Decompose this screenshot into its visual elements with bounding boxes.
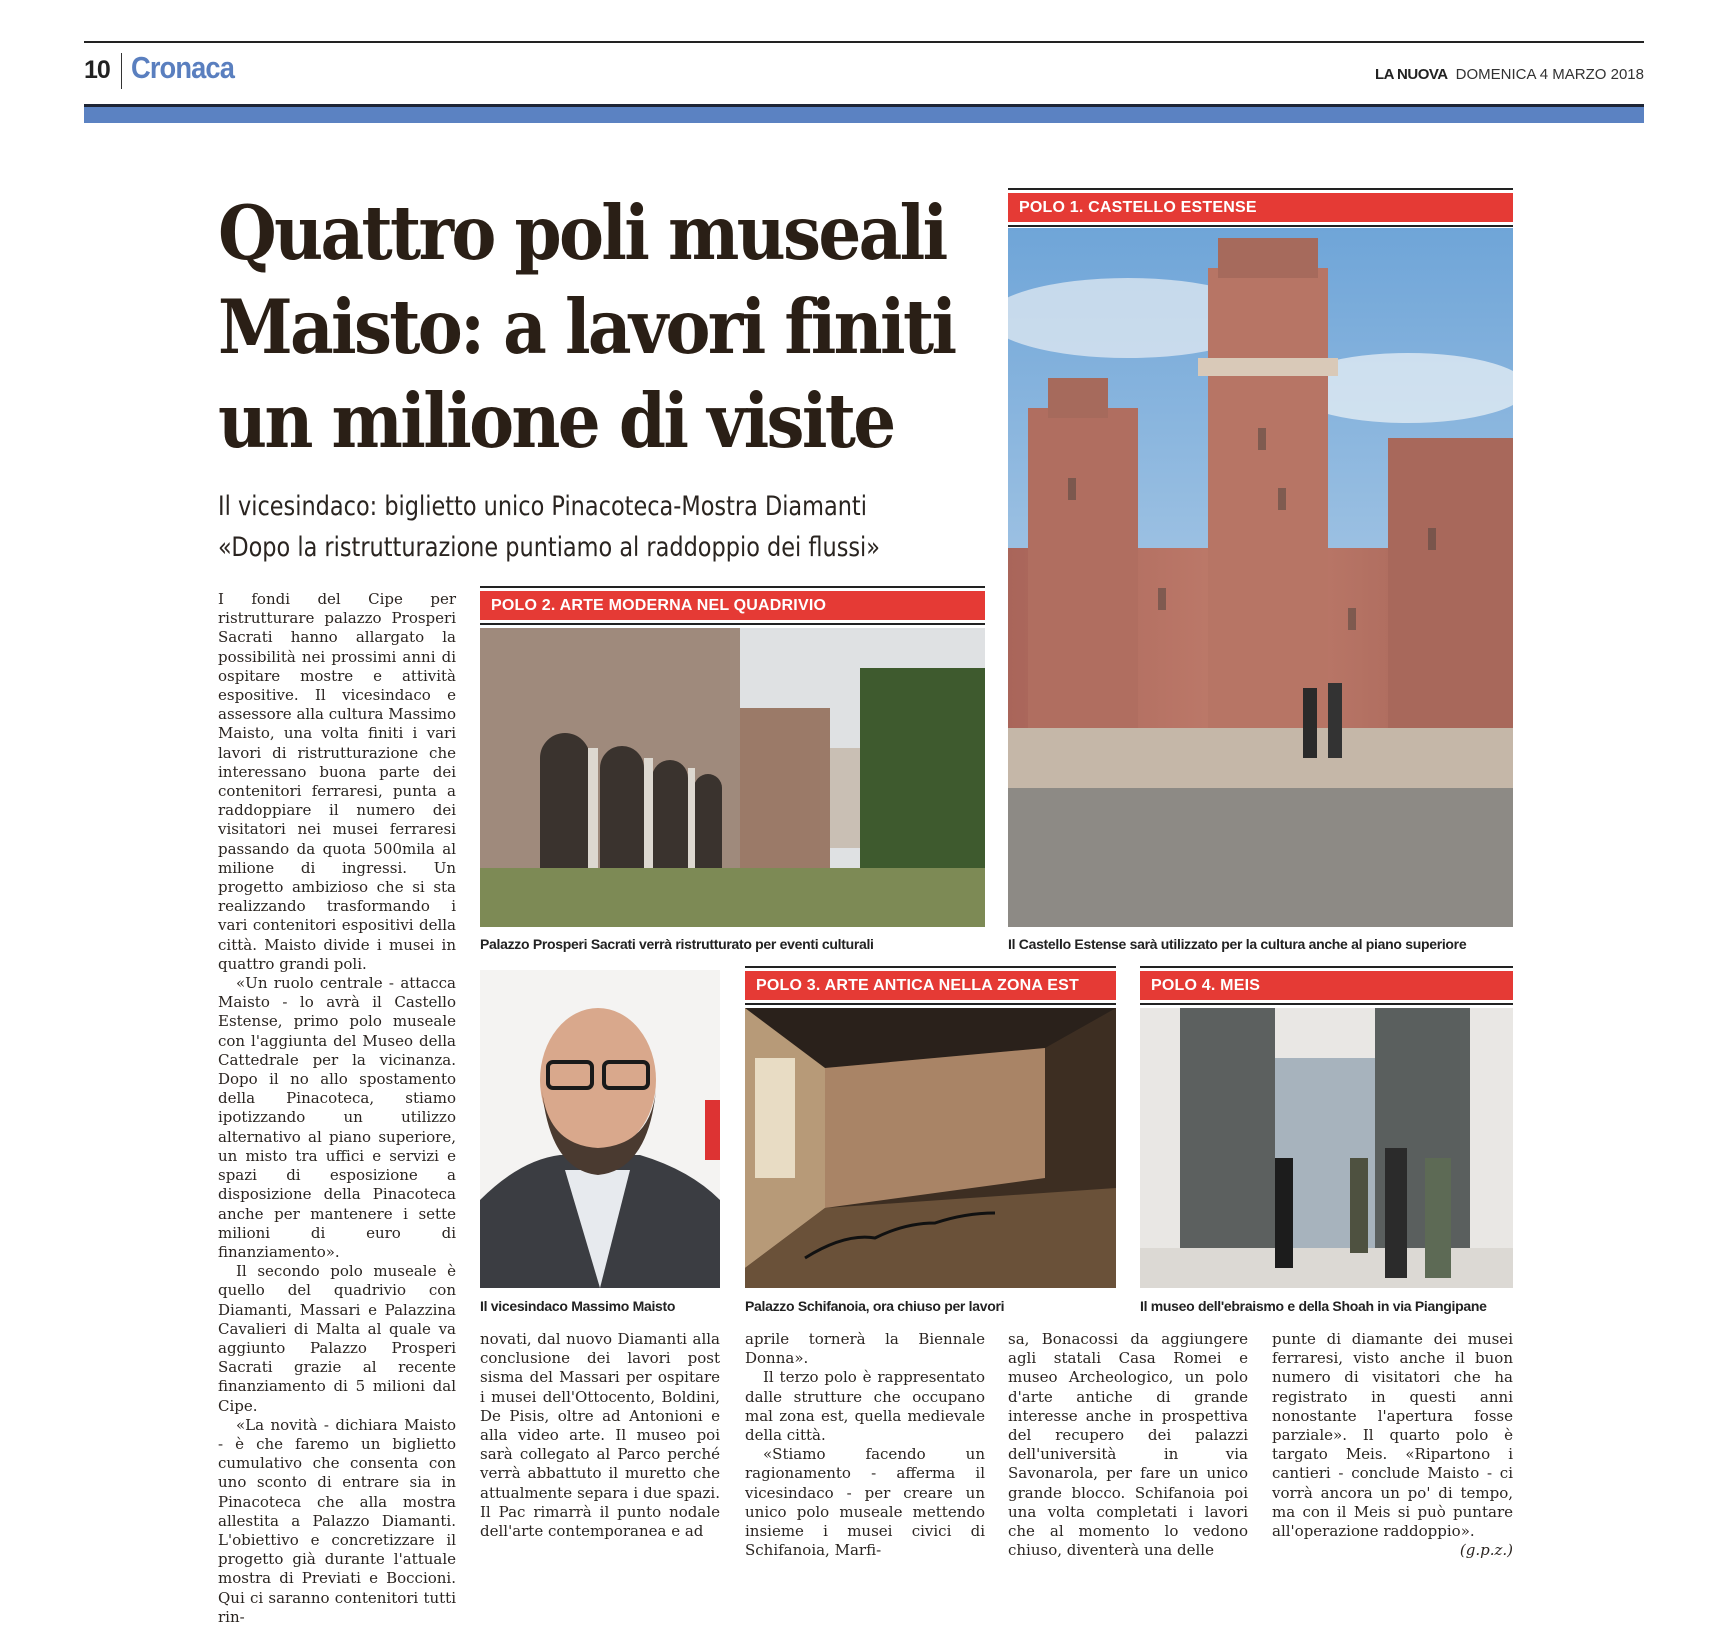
top-rule [84,41,1644,43]
paragraph: «Stiamo facendo un ragionamento - afferma il vicesindaco - per creare un unico polo museale mettendo insieme i musei civici di Schifanoia, Marfi- [745,1445,985,1560]
portrait-image [480,970,720,1288]
author-signature: (g.p.z.) [1459,1541,1513,1560]
newspaper-brand: LA NUOVA [1374,66,1448,83]
meis-museum-photo [1140,1008,1513,1288]
paragraph: novati, dal nuovo Diamanti alla conclusione dei lavori post sisma del Massari per ospitare i musei dell'Ottocento, Boldini, De Pisis, oltre ad Antonioni e alla video arte. Il museo poi sarà collegato al Parco perché verrà abbattuto il muretto che attualmente separa i due spazi. Il Pac rimarrà il punto nodale dell'arte contemporanea e ad [480,1330,720,1541]
paragraph: sa, Bonacossi da aggiungere agli statali Casa Romei e museo Archeologico, un polo d'arte antiche di grande interesse anche in prospettiva del recupero dei palazzi dell'università in via Savonarola, per fare un unico grande blocco. Schifanoia poi una volta completati i lavori che al momento lo vedono chiuso, diventerà una delle [1008,1330,1248,1560]
polo-4-label-text: POLO 4. MEIS [1140,971,1513,1000]
polo-2-label-text: POLO 2. ARTE MODERNA NEL QUADRIVIO [480,591,985,620]
palazzo-prosperi-photo [480,628,985,927]
paragraph: Il terzo polo è rappresentato dalle strutture che occupano mal zona est, quella medievale della città. [745,1368,985,1445]
headline-line: Maisto: a lavori finiti [218,283,955,371]
paragraph: I fondi del Cipe per ristrutturare palazzo Prosperi Sacrati hanno allargato la possibilità nei prossimi anni di ospitare mostre e attività espositive. Il vicesindaco e assessore alla cultura Massimo Maisto, una volta finiti i vari lavori di ristrutturazione che interessano buona parte dei contenitori ferraresi, punta a raddoppiare il numero dei visitatori nei musei ferraresi passando da quota 500mila al milione di ingressi. Un progetto ambizioso che si sta realizzando trasformando i vari contenitori espositivi della città. Maisto divide i musei in quattro grandi poli. [218,590,456,973]
article-column-2 [480,1330,720,1541]
polo-4-caption: Il museo dell'ebraismo e della Shoah in via Piangipane [1140,1298,1487,1314]
maisto-portrait-photo [480,970,720,1288]
castle-image [1008,228,1513,927]
subheadline [218,486,882,568]
article-column-1 [218,590,456,1627]
palazzo-schifanoia-photo [745,1008,1116,1288]
subhead-line: «Dopo la ristrutturazione puntiamo al raddoppio dei flussi» [218,532,881,563]
paragraph: «Un ruolo centrale - attacca Maisto - lo avrà il Castello Estense, primo polo museale con l'aggiunta del Museo della Cattedrale per la vicinanza. Dopo il no allo spostamento della Pinacoteca, stiamo ipotizzando un utilizzo alternativo al piano superiore, un misto tra uffici e servizi e spazi di esposizione a disposizione della Pinacoteca anche per mantenere i sette milioni di euro di finanziamento». [218,974,456,1261]
section-title: Cronaca [131,50,235,85]
polo-2-label [480,586,985,625]
polo-1-label-text: POLO 1. CASTELLO ESTENSE [1008,193,1513,222]
paragraph: punte di diamante dei musei ferraresi, visto anche il buon numero di visitatori che ha registrato in questi anni nonostante l'apertura fosse parziale». Il quarto polo è targato Meis. «Ripartono i cantieri - conclude Maisto - ci vorrà ancora un po' di tempo, ma con il Meis si può puntare all'operazione raddoppio». [1272,1330,1513,1541]
polo-3-caption: Palazzo Schifanoia, ora chiuso per lavori [745,1298,1005,1314]
schifanoia-image [745,1008,1116,1288]
castello-estense-photo [1008,228,1513,927]
paragraph: Il secondo polo museale è quello del quadrivio con Diamanti, Massari e Palazzina Cavalieri di Malta al quale va aggiunto Palazzo Prosperi Sacrati grazie al recente finanziamento di 5 milioni dal Cipe. [218,1262,456,1415]
masthead [1375,66,1644,83]
article-column-4 [1008,1330,1248,1560]
portrait-caption: Il vicesindaco Massimo Maisto [480,1298,676,1314]
polo-3-label [745,966,1116,1005]
headline-line: un milione di visite [218,377,894,465]
polo-1-caption: Il Castello Estense sarà utilizzato per la cultura anche al piano superiore [1008,936,1467,952]
article-column-5 [1272,1330,1513,1560]
palazzo-image [480,628,985,927]
headline-line: Quattro poli museali [218,189,946,277]
paragraph: «La novità - dichiara Maisto - è che faremo un biglietto cumulativo che consenta con uno sconto di entrare sia in Pinacoteca che alla mostra allestita a Palazzo Diamanti. L'obiettivo e concretizzare il progetto già durante l'attuale mostra di Previati e Boccioni. Qui ci saranno contenitori tutti rin- [218,1415,456,1626]
meis-image [1140,1008,1513,1288]
header-blue-bar [84,107,1644,123]
polo-1-label [1008,188,1513,227]
issue-date: DOMENICA 4 MARZO 2018 [1455,66,1644,83]
article-column-3 [745,1330,985,1560]
paragraph: aprile tornerà la Biennale Donna». [745,1330,985,1368]
headline [218,186,955,468]
polo-3-label-text: POLO 3. ARTE ANTICA NELLA ZONA EST [745,971,1116,1000]
header-separator [121,53,122,89]
polo-4-label [1140,966,1513,1005]
polo-2-caption: Palazzo Prosperi Sacrati verrà ristrutturato per eventi culturali [480,936,874,952]
subhead-line: Il vicesindaco: biglietto unico Pinacoteca-Mostra Diamanti [218,491,867,522]
page-number: 10 [84,56,110,84]
